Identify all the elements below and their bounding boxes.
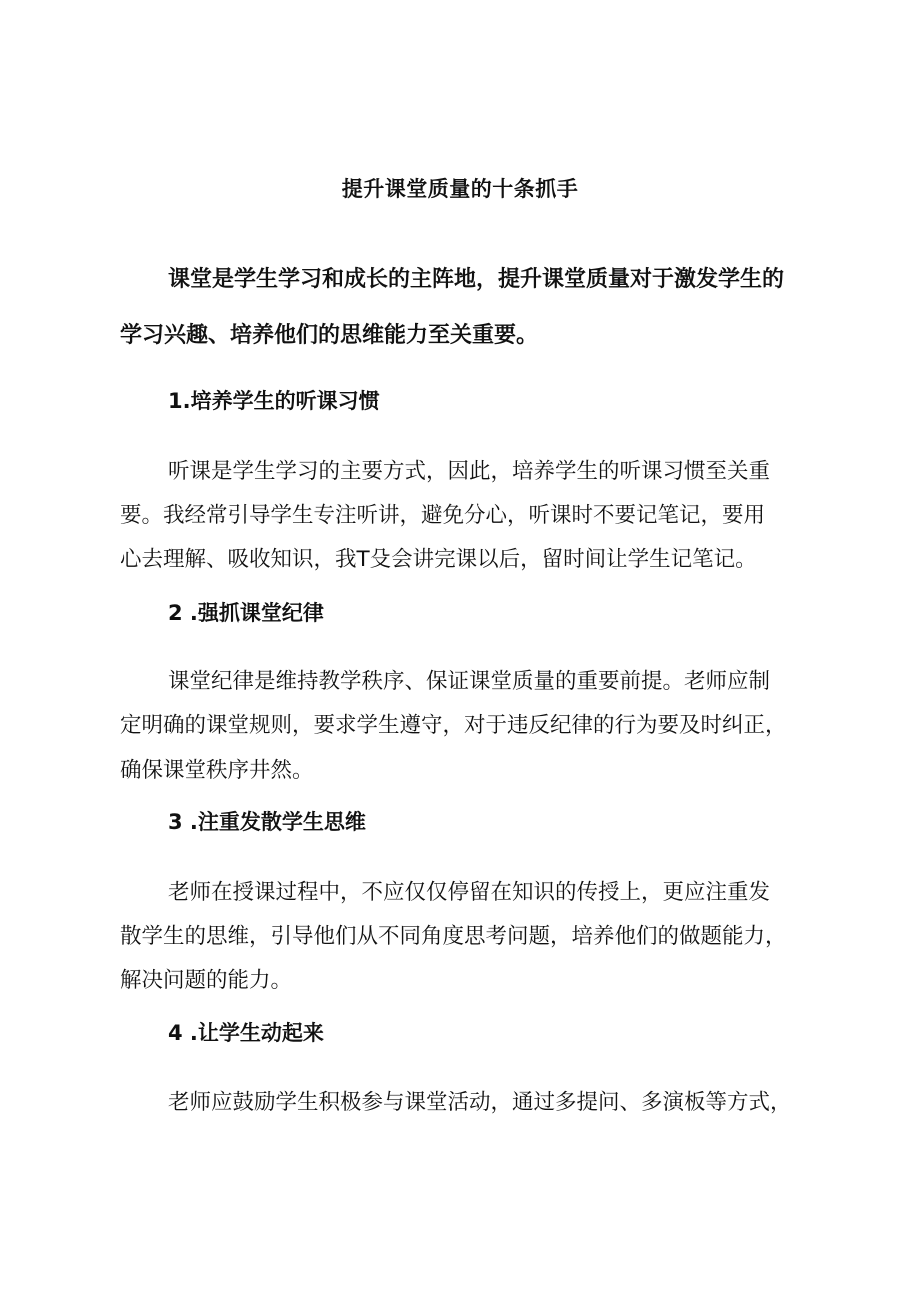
- section-4-heading: 4 .让学生动起来: [168, 1021, 324, 1045]
- section-2-heading: 2 .强抓课堂纪律: [168, 601, 324, 625]
- section-1-heading: 1.培养学生的听课习惯: [168, 389, 380, 413]
- section-3-line-1: 老师在授课过程中，不应仅仅停留在知识的传授上，更应注重发: [168, 880, 771, 905]
- section-2-line-1: 课堂纪律是维持教学秩序、保证课堂质量的重要前提。老师应制: [168, 669, 771, 694]
- section-2-line-2: 定明确的课堂规则，要求学生遵守，对于违反纪律的行为要及时纠正，: [120, 713, 787, 738]
- intro-line-1: 课堂是学生学习和成长的主阵地，提升课堂质量对于激发学生的: [168, 267, 785, 292]
- section-4-line-1: 老师应鼓励学生积极参与课堂活动，通过多提问、多演板等方式，: [168, 1090, 792, 1115]
- section-3-heading: 3 .注重发散学生思维: [168, 810, 366, 834]
- section-3-line-3: 解决问题的能力。: [120, 968, 293, 993]
- intro-line-2: 学习兴趣、培养他们的思维能力至关重要。: [120, 323, 539, 348]
- section-1-line-1: 听课是学生学习的主要方式，因此，培养学生的听课习惯至关重: [168, 459, 771, 484]
- section-3-line-2: 散学生的思维，引导他们从不同角度思考问题，培养他们的做题能力，: [120, 924, 787, 949]
- section-2-line-3: 确保课堂秩序井然。: [120, 758, 314, 783]
- section-1-line-3: 心去理解、吸收知识，我T殳会讲完课以后，留时间让学生记笔记。: [120, 547, 757, 572]
- section-1-line-2: 要。我经常引导学生专注听讲，避免分心，听课时不要记笔记，要用: [120, 503, 766, 528]
- document-title: 提升课堂质量的十条抓手: [341, 177, 579, 201]
